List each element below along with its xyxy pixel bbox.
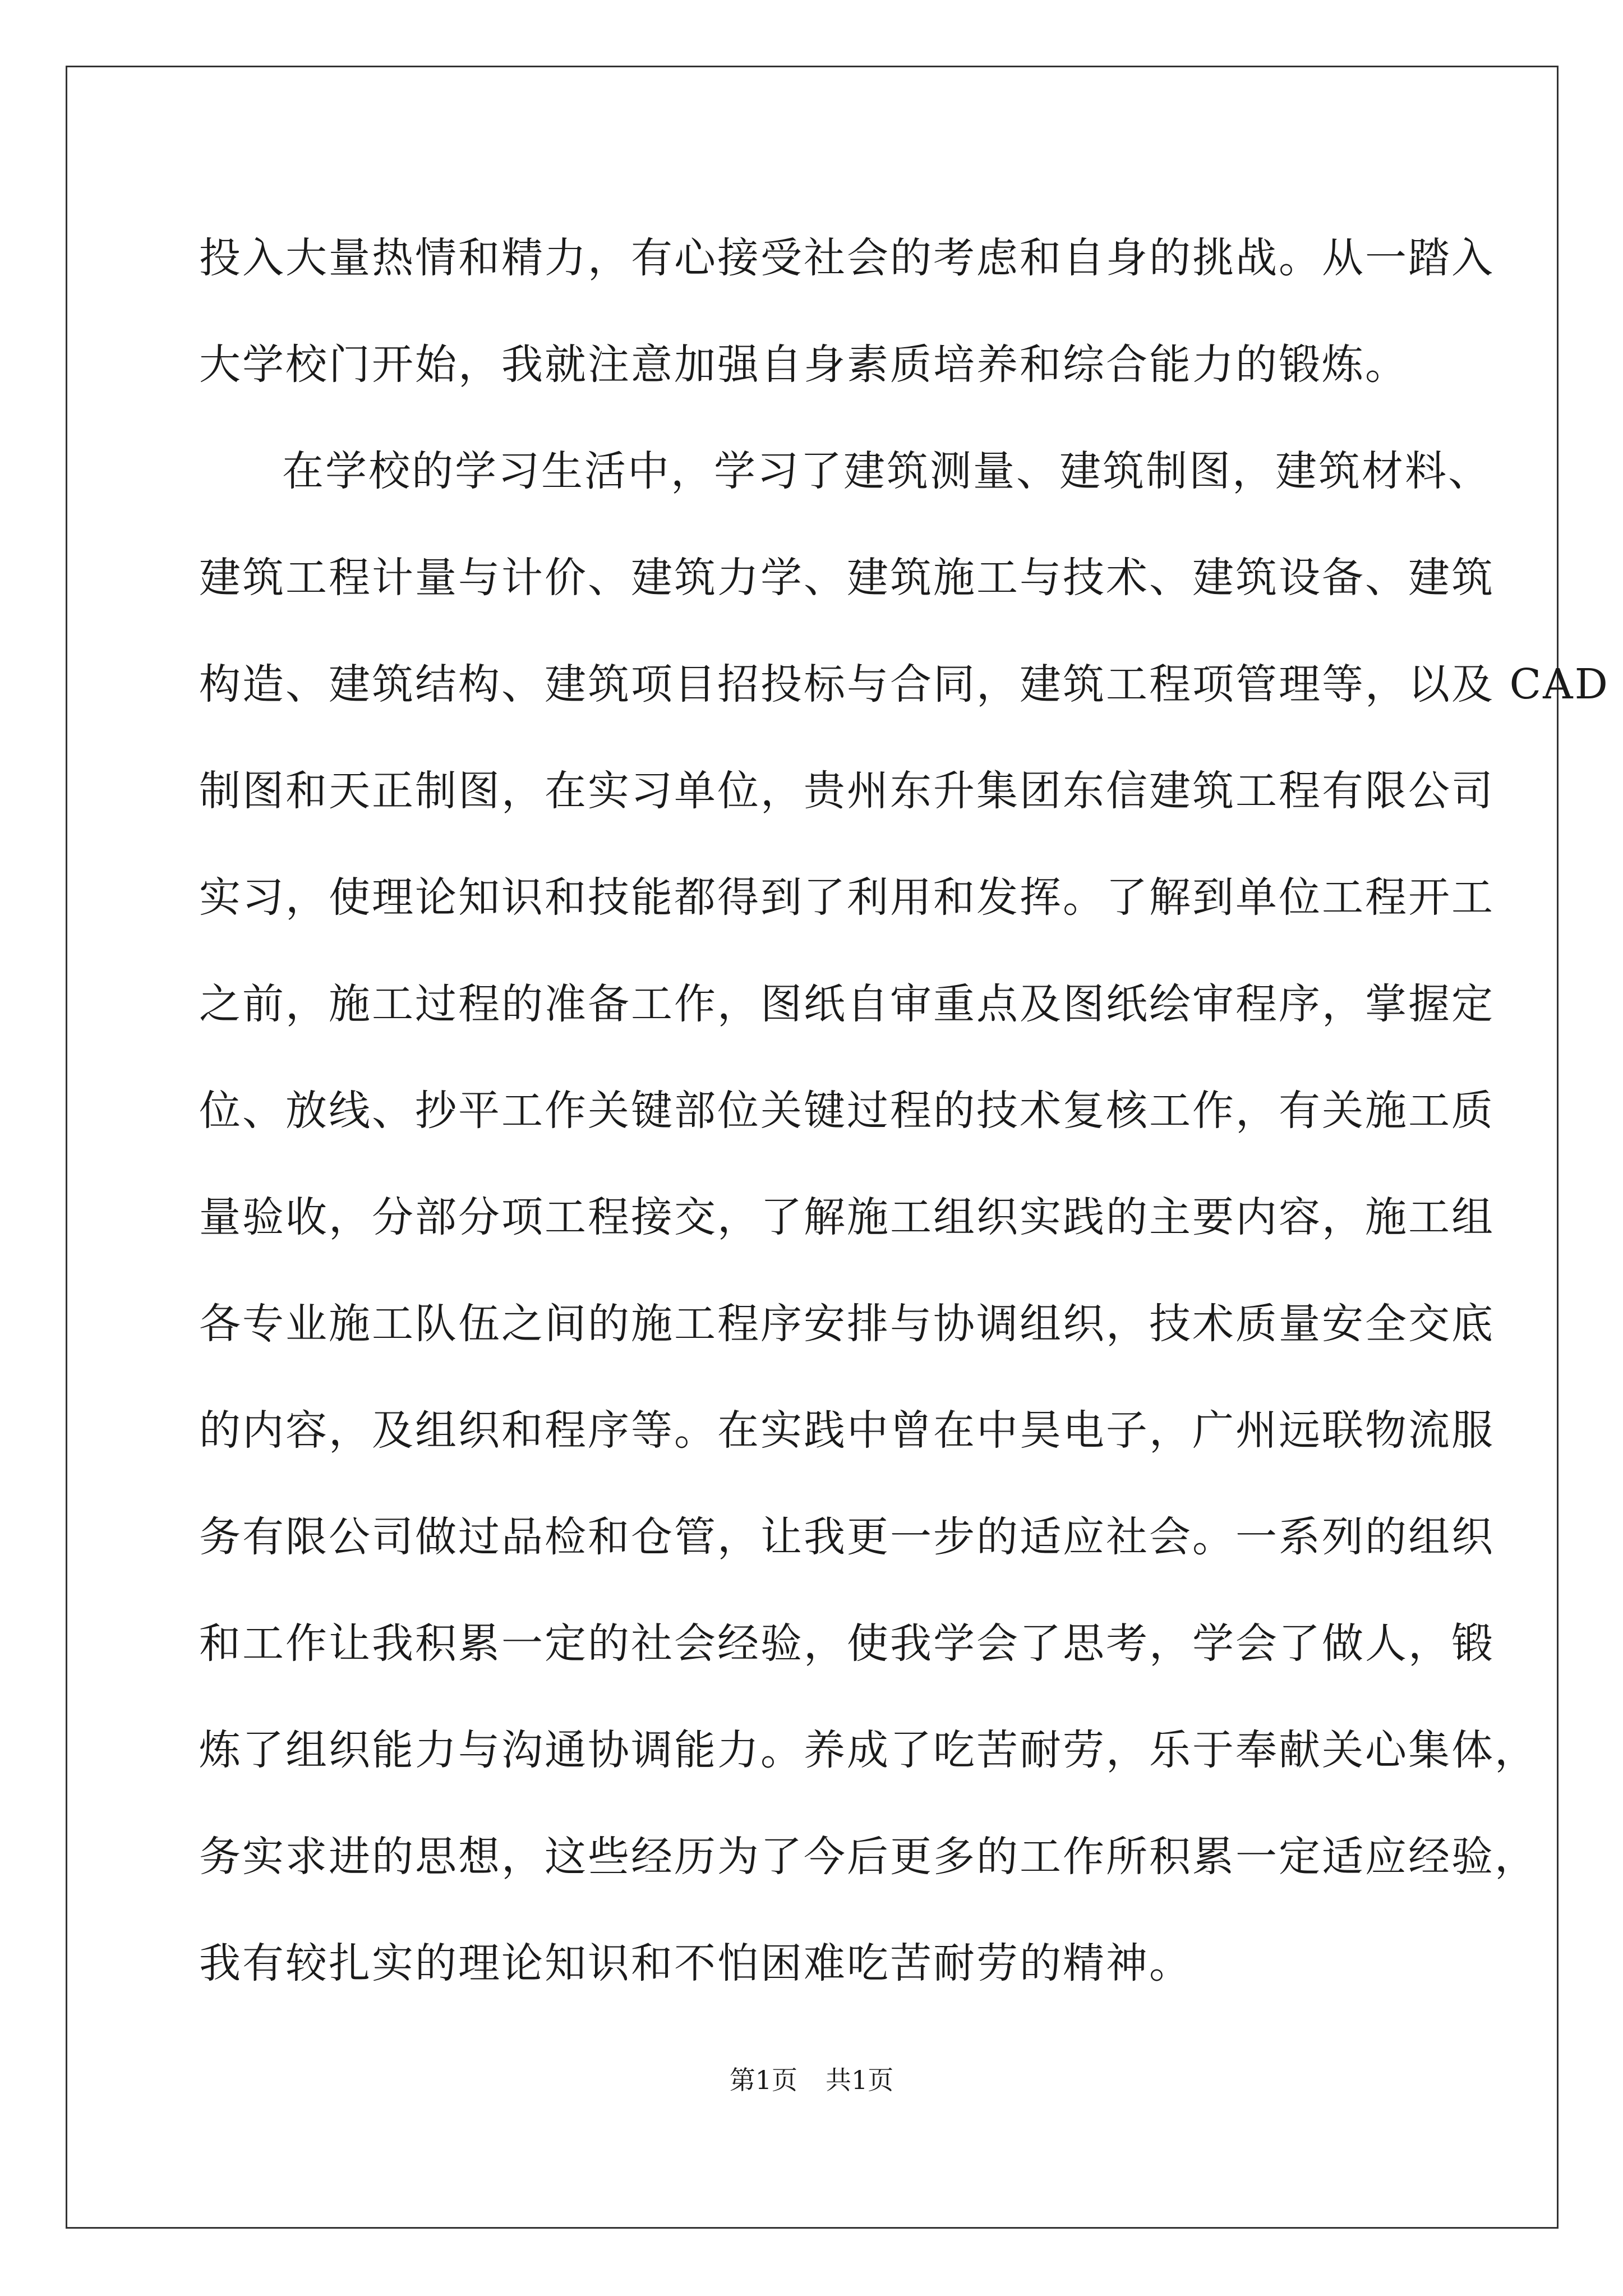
paragraph-line: 实习，使理论知识和技能都得到了利用和发挥。了解到单位工程开工: [199, 873, 1495, 922]
document-body: [199, 205, 1610, 2017]
paragraph-line: 量验收，分部分项工程接交，了解施工组织实践的主要内容，施工组: [199, 1193, 1495, 1241]
paragraph-line: 务实求进的思想，这些经历为了今后更多的工作所积累一定适应经验，: [199, 1833, 1538, 1881]
paragraph-line: 我有较扎实的理论知识和不怕困难吃苦耐劳的精神。: [199, 1939, 1192, 1987]
paragraph-line: 位、放线、抄平工作关键部位关键过程的技术复核工作，有关施工质: [199, 1087, 1495, 1135]
paragraph-line: 建筑工程计量与计价、建筑力学、建筑施工与技术、建筑设备、建筑: [199, 554, 1495, 602]
paragraph-line: 投入大量热情和精力，有心接受社会的考虑和自身的挑战。从一踏入: [199, 234, 1495, 282]
paragraph-line: 制图和天正制图，在实习单位，贵州东升集团东信建筑工程有限公司: [199, 767, 1495, 815]
paragraph-line: 构造、建筑结构、建筑项目招投标与合同，建筑工程项管理等，以及 CAD: [199, 660, 1610, 708]
page-number-total: 共1页: [826, 2065, 894, 2095]
page-footer: [0, 2060, 1623, 2097]
paragraph-line: 和工作让我积累一定的社会经验，使我学会了思考，学会了做人，锻: [199, 1619, 1495, 1668]
paragraph-line: 各专业施工队伍之间的施工程序安排与协调组织，技术质量安全交底: [199, 1300, 1495, 1348]
paragraph-line: 务有限公司做过品检和仓管，让我更一步的适应社会。一系列的组织: [199, 1513, 1495, 1561]
page-number-current: 第1页: [729, 2065, 797, 2095]
paragraph-line: 之前，施工过程的准备工作，图纸自审重点及图纸绘审程序，掌握定: [199, 980, 1495, 1028]
paragraph-line: 的内容，及组织和程序等。在实践中曾在中昊电子，广州远联物流服: [199, 1406, 1495, 1455]
paragraph-line: 炼了组织能力与沟通协调能力。养成了吃苦耐劳，乐于奉献关心集体，: [199, 1726, 1538, 1774]
paragraph-line: 大学校门开始，我就注意加强自身素质培养和综合能力的锻炼。: [199, 341, 1408, 389]
paragraph-line: 在学校的学习生活中，学习了建筑测量、建筑制图，建筑材料、: [282, 447, 1491, 495]
